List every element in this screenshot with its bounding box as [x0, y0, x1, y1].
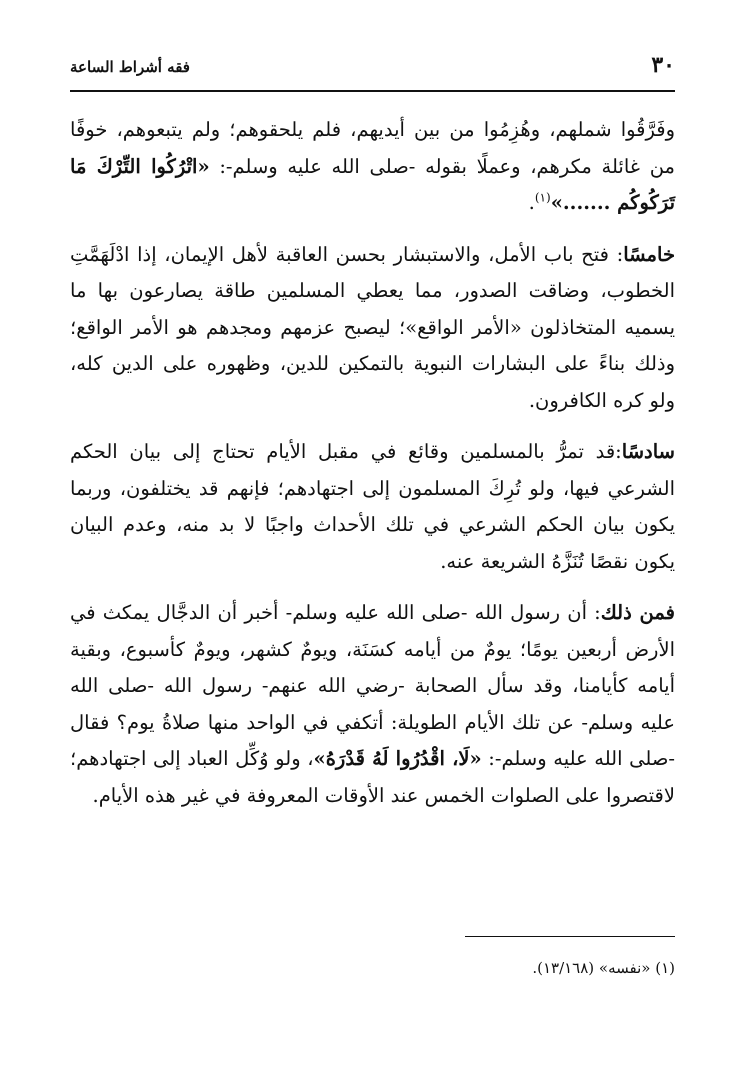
footnote-reference[interactable]: (١) — [534, 190, 551, 205]
paragraph-2 — [70, 237, 675, 420]
paragraph-1-end: . — [528, 191, 535, 214]
paragraph-3-text: :قد تمرُّ بالمسلمين وقائع في مقبل الأيام تحتاج إلى بيان الحكم الشرعي فيها، ولو تُرِكَ المسلمون إلى اجتهادهم؛ فإنهم قد يختلفون، وربما يكون بيان الحكم الشرعي في تلك الأحداث واجبًا لا بد منه، وعدم البيان يكون نقصًا تُنَزَّهُ الشريعة عنه. — [70, 440, 675, 573]
paragraph-4-lead: فمن ذلك — [600, 601, 675, 624]
footnote-rule — [465, 936, 675, 937]
page-number: ٣٠ — [651, 52, 675, 78]
paragraph-3-lead: سادسًا — [621, 440, 675, 463]
paragraph-3 — [70, 434, 675, 580]
header-rule — [70, 90, 675, 92]
paragraph-2-lead: خامسًا — [623, 242, 675, 266]
paragraph-1-text: وفَرَّقُوا شملهم، وهُزِمُوا من بين أيديهم، فلم يلحقوهم؛ ولم يتبعوهم، خوفًا من غائلة مكرهم، وعملًا بقوله -صلى الله عليه وسلم-: — [70, 118, 675, 178]
paragraph-2-text: : فتح باب الأمل، والاستبشار بحسن العاقبة لأهل الإيمان، إذا ادْلَهَمَّتِ الخطوب، وضاقت الصدور، مما يعطي المسلمين طاقة يصارعون بها ما يسميه المتخاذلون «الأمر الواقع»؛ ليصبح عزمهم ومجدهم هو الأمر الواقع؛ وذلك بناءً على البشارات النبوية بالتمكين للدين، وظهوره على الدين كله، ولو كره الكافرون. — [70, 242, 676, 412]
paragraph-4 — [70, 595, 675, 814]
main-text — [70, 112, 675, 829]
paragraph-4-text: : أن رسول الله -صلى الله عليه وسلم- أخبر أن الدجَّال يمكث في الأرض أربعين يومًا؛ يومٌ من أيامه كسَنَة، ويومٌ كشهر، ويومٌ كأسبوع، وبقية أيامه كأيامنا، وقد سأل الصحابة -رضي الله عنهم- رسول الله -صلى الله عليه وسلم- عن تلك الأيام الطويلة: أتكفي في الواحد منها صلاةُ يوم؟ فقال -صلى الله عليه وسلم-: — [70, 601, 675, 770]
running-title: فقه أشراط الساعة — [70, 58, 190, 76]
paragraph-1 — [70, 112, 675, 222]
hadith-quote-1: «اتْرُكُوا التِّرْكَ مَا تَرَكُوكُم .......» — [70, 154, 675, 214]
paragraph-4-end: ، ولو وُكِّل العباد إلى اجتهادهم؛ لاقتصروا على الصلوات الخمس عند الأوقات المعروفة في غير هذه الأيام. — [70, 747, 675, 807]
page-header — [70, 52, 675, 88]
footnote: (١) «نفسه» (١٣/١٦٨). — [532, 959, 675, 977]
hadith-quote-2: «لَا، اقْدُرُوا لَهُ قَدْرَهُ» — [313, 747, 482, 770]
